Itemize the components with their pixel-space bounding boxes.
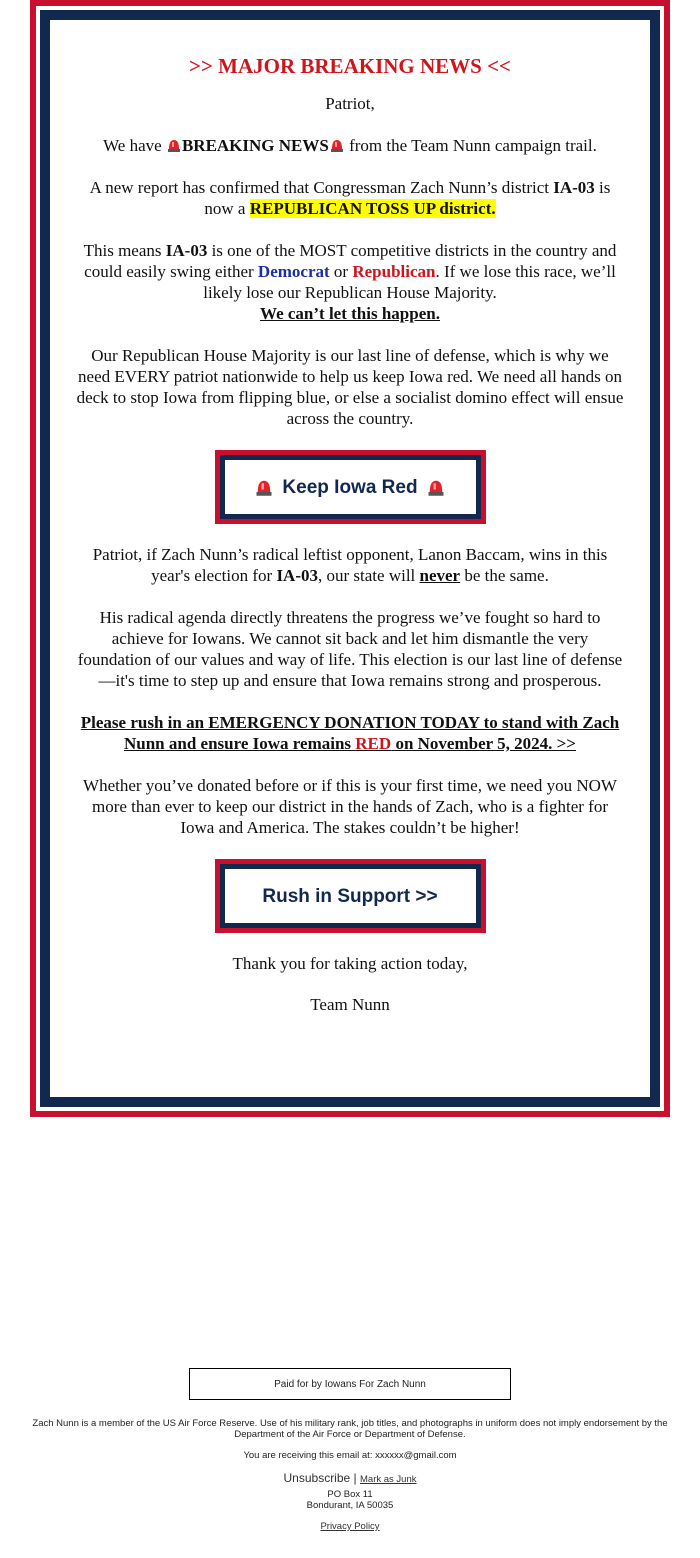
paragraph-agenda: His radical agenda directly threatens the progress we’ve fought so hard to achieve for Iowans. We cannot sit back and let him dismantle the very foundation of our values and way of life. This election is our last line of defense—it's time to step up and ensure that Iowa remains strong and prosperous.	[77, 608, 623, 690]
paragraph-breaking-news	[74, 135, 626, 156]
cant-let-happen-text: We can’t let this happen.	[260, 304, 440, 323]
paragraph-competitive	[74, 240, 626, 324]
district-label: IA-03	[276, 566, 318, 585]
p3-text-mid1: is one of the MOST competitive districts in the country and could easily swing either	[84, 241, 617, 281]
mailing-address	[0, 1489, 700, 1511]
address-line-1: PO Box 11	[327, 1489, 373, 1500]
p3-text-mid2: or	[329, 262, 353, 281]
siren-icon	[426, 477, 446, 497]
republican-label: Republican	[352, 262, 436, 281]
keep-iowa-red-button[interactable]	[225, 460, 476, 514]
paragraph-stakes: Whether you’ve donated before or if this is your first time, we need you NOW more than ever to keep our district in the hands of Zach, who is a fighter for Iowa and America. The stakes couldn’t be higher!	[83, 776, 617, 837]
siren-icon	[329, 137, 345, 153]
paragraph-opponent	[74, 544, 626, 586]
toss-up-highlight: REPUBLICAN TOSS UP district.	[249, 199, 496, 218]
email-border-gap	[36, 6, 664, 1111]
red-text: RED	[355, 734, 392, 753]
siren-icon	[254, 477, 274, 497]
p7-text-post: on November 5, 2024. >>	[391, 734, 576, 753]
cta-border-navy	[220, 455, 481, 519]
p7-text-pre: Please rush in an EMERGENCY DONATION TODAY to stand with Zach Nunn and ensure Iowa remains	[80, 713, 620, 753]
greeting: Patriot,	[325, 94, 375, 113]
headline: >> MAJOR BREAKING NEWS <<	[188, 54, 512, 78]
cta-border-red	[215, 450, 486, 524]
p1-text-pre: We have	[103, 136, 166, 155]
p1-text-post: from the Team Nunn campaign trail.	[344, 136, 597, 155]
cta-rush-support-wrapper	[74, 859, 626, 933]
p2-text-pre: A new report has confirmed that Congressman Zach Nunn’s district	[89, 178, 554, 197]
address-line-2: Bondurant, IA 50035	[306, 1500, 394, 1511]
p5-text-post: be the same.	[460, 566, 549, 585]
p3-text-post: . If we lose this race, we’ll likely lose our Republican House Majority.	[203, 262, 616, 302]
never-text: never	[419, 566, 461, 585]
footer-links	[0, 1471, 700, 1485]
cta-border-navy	[220, 864, 481, 928]
district-label: IA-03	[553, 178, 595, 197]
privacy-policy-link[interactable]: Privacy Policy	[320, 1521, 380, 1532]
mark-as-junk-link[interactable]: Mark as Junk	[360, 1474, 417, 1485]
paid-for-text: Paid for by Iowans For Zach Nunn	[274, 1378, 426, 1390]
paragraph-toss-up	[74, 177, 626, 219]
unsubscribe-link[interactable]: Unsubscribe	[283, 1471, 351, 1485]
receiving-email-text: You are receiving this email at: xxxxxx@gmail.com	[243, 1450, 457, 1461]
cta-keep-iowa-red-wrapper	[74, 450, 626, 524]
cta-border-red	[215, 859, 486, 933]
military-disclaimer: Zach Nunn is a member of the US Air Force Reserve. Use of his military rank, job titles, and photographs in uniform does not imply endorsement by the Department of the Air Force or Department of Defense.	[32, 1418, 668, 1440]
signoff-text: Team Nunn	[310, 995, 390, 1014]
email-outer-border	[30, 0, 670, 1117]
thanks-text: Thank you for taking action today,	[232, 954, 468, 973]
paragraph-last-line: Our Republican House Majority is our last line of defense, which is why we need EVERY patriot nationwide to help us keep Iowa red. We need all hands on deck to stop Iowa from flipping blue, or else a socialist domino effect will ensue across the country.	[76, 346, 624, 428]
district-label: IA-03	[165, 241, 208, 260]
p3-text-pre: This means	[83, 241, 166, 260]
p2-text-mid: is now a	[204, 178, 611, 218]
democrat-label: Democrat	[257, 262, 330, 281]
email-body	[50, 20, 650, 1097]
breaking-news-label: BREAKING NEWS	[181, 136, 329, 155]
link-separator: |	[350, 1471, 360, 1485]
p5-text-pre: Patriot, if Zach Nunn’s radical leftist opponent, Lanon Baccam, wins in this year's election for	[92, 545, 608, 585]
siren-icon	[166, 137, 182, 153]
paid-for-box	[189, 1368, 511, 1400]
rush-in-support-button[interactable]	[225, 869, 476, 923]
email-footer	[0, 1368, 700, 1534]
p5-text-mid: , our state will	[318, 566, 420, 585]
rush-in-support-label: Rush in Support >>	[262, 885, 438, 907]
keep-iowa-red-label: Keep Iowa Red	[282, 476, 418, 498]
email-inner-border	[40, 10, 660, 1107]
paragraph-donation-link[interactable]	[74, 712, 626, 754]
